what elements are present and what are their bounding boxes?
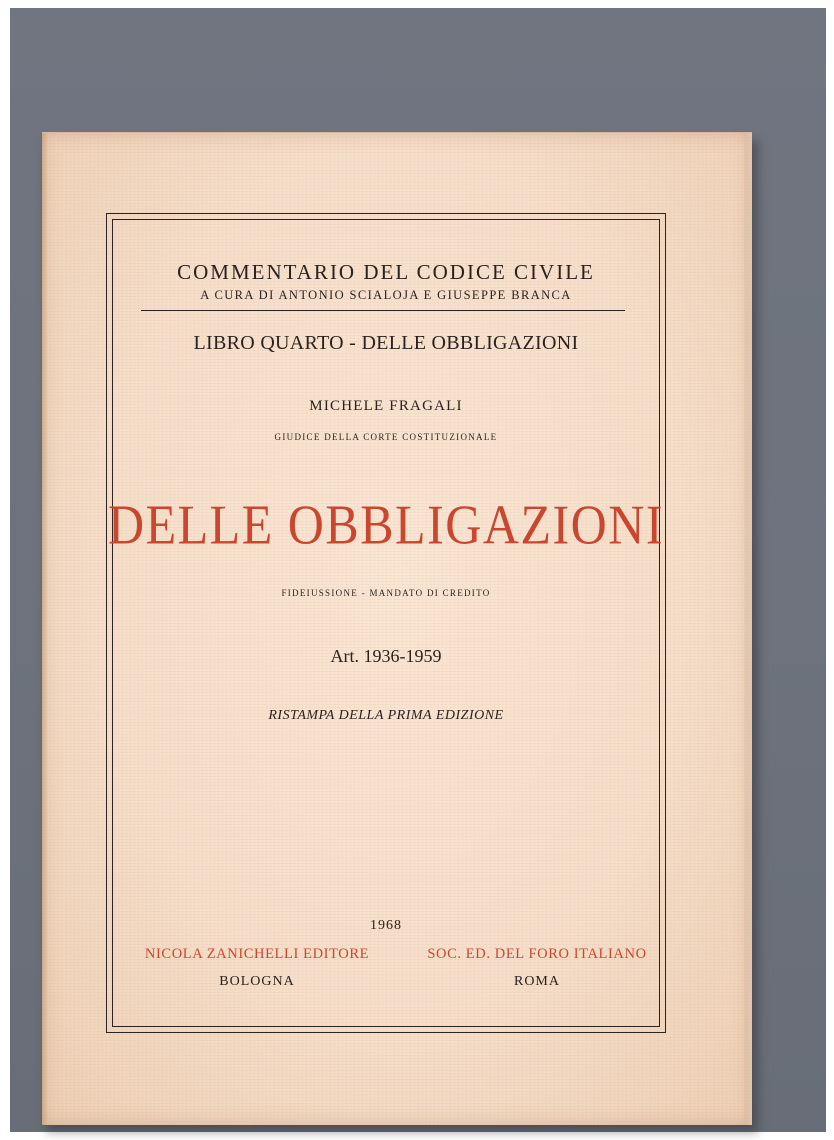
publisher-city: BOLOGNA — [219, 974, 295, 989]
subtitle: FIDEIUSSIONE - MANDATO DI CREDITO — [281, 588, 491, 598]
publisher-name: SOC. ED. DEL FORO ITALIANO — [427, 946, 647, 962]
spine-edge — [42, 133, 48, 1125]
publication-year: 1968 — [370, 918, 402, 933]
articles-range: Art. 1936-1959 — [330, 646, 442, 666]
publisher-city: ROMA — [513, 974, 560, 989]
main-title: DELLE OBBLIGAZIONI — [107, 493, 665, 556]
publisher-name: NICOLA ZANICHELLI EDITORE — [144, 946, 370, 962]
author-role: GIUDICE DELLA CORTE COSTITUZIONALE — [274, 432, 498, 442]
edition-note: RISTAMPA DELLA PRIMA EDIZIONE — [268, 708, 504, 723]
title-rule — [141, 310, 625, 311]
editors-line: A CURA DI ANTONIO SCIALOJA E GIUSEPPE BRANCA — [200, 288, 572, 302]
cover-frame — [106, 213, 666, 1033]
page-edge — [744, 133, 752, 1125]
book-volume: LIBRO QUARTO - DELLE OBBLIGAZIONI — [193, 332, 579, 354]
author-name: MICHELE FRAGALI — [309, 398, 463, 414]
series-title: COMMENTARIO DEL CODICE CIVILE — [177, 260, 595, 284]
book-cover — [42, 132, 752, 1125]
